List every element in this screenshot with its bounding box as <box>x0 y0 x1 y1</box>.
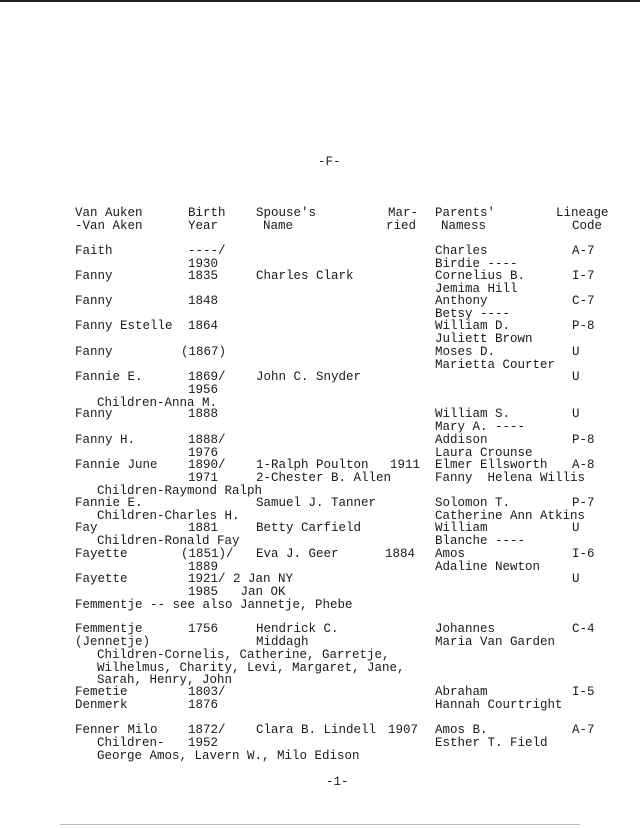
entry-children: Children-Charles H. <box>97 509 240 523</box>
entry-married: 1884 <box>385 547 416 561</box>
entry-parent-father: Solomon T. <box>435 496 511 510</box>
entry-spouse-second: 2-Chester B. Allen <box>256 471 392 485</box>
entry-name: Fanny Estelle <box>75 319 173 333</box>
entry-parent-father: Addison <box>435 433 488 447</box>
entry-spouse: Samuel J. Tanner <box>256 496 377 510</box>
entry-spouse-cont: Middagh <box>256 635 309 649</box>
col-birth-header: Birth <box>188 206 226 220</box>
col-name-header: Van Auken <box>75 206 143 220</box>
entry-children: Sarah, Henry, John <box>97 673 233 687</box>
entry-birth: 1835 <box>188 269 219 283</box>
page-number: -1- <box>326 775 349 789</box>
entry-birth: (1851)/ <box>181 547 234 561</box>
entry-spouse: Hendrick C. <box>256 622 339 636</box>
entry-name: Fayette <box>75 547 128 561</box>
entry-name-alt: (Jennetje) <box>75 635 151 649</box>
entry-parent-mother: Hannah Courtright <box>435 698 563 712</box>
entry-parent-mother: Marietta Courter <box>435 358 556 372</box>
col-lineage-header: Lineage <box>556 206 609 220</box>
entry-code: A-7 <box>572 723 595 737</box>
entry-children: Wilhelmus, Charity, Levi, Margaret, Jane, <box>97 661 405 675</box>
entry-birth: 1890/ <box>188 458 226 472</box>
entry-death: 1952 <box>188 736 219 750</box>
entry-parent-mother: Juliett Brown <box>435 332 533 346</box>
entry-death: 1976 <box>188 446 219 460</box>
entry-death: 1971 <box>188 471 219 485</box>
entry-parent-father: William S. <box>435 407 511 421</box>
entry-death: 1985 Jan OK <box>188 585 286 599</box>
entry-parent-father: William D. <box>435 319 511 333</box>
entry-spouse: Betty Carfield <box>256 521 362 535</box>
entry-married: 1911 <box>390 458 421 472</box>
entry-children: Children-Ronald Fay <box>97 534 240 548</box>
col-married-header: Mar- <box>388 206 419 220</box>
col-spouse-header: Spouse's <box>256 206 317 220</box>
col-parents-header-sub: Namess <box>441 219 487 233</box>
entry-birth: 1888 <box>188 407 219 421</box>
entry-name: Fanny <box>75 269 113 283</box>
entry-name: Femmentje <box>75 622 143 636</box>
entry-code: U <box>572 407 580 421</box>
entry-parent-mother: Esther T. Field <box>435 736 548 750</box>
entry-name: Faith <box>75 244 113 258</box>
entry-code: I-7 <box>572 269 595 283</box>
entry-name: Fannie June <box>75 458 158 472</box>
entry-name: Fanny H. <box>75 433 136 447</box>
col-parents-header: Parents' <box>435 206 496 220</box>
entry-spouse: Eva J. Geer <box>256 547 339 561</box>
col-birth-header-sub: Year <box>188 219 219 233</box>
entry-parent-mother: Laura Crounse <box>435 446 533 460</box>
entry-code: I-5 <box>572 685 595 699</box>
entry-parent-mother: Blanche ---- <box>435 534 526 548</box>
top-edge-rule <box>0 0 640 2</box>
entry-birth: 1848 <box>188 294 219 308</box>
entry-name: Fayette <box>75 572 128 586</box>
entry-birth: 1921/ 2 Jan NY <box>188 572 294 586</box>
entry-birth: 1881 <box>188 521 219 535</box>
entry-birth: (1867) <box>181 345 227 359</box>
entry-death: 1876 <box>188 698 219 712</box>
entry-birth: ----/ <box>188 244 226 258</box>
entry-code: P-7 <box>572 496 595 510</box>
entry-parent-father: Anthony <box>435 294 488 308</box>
entry-parent-father: Charles <box>435 244 488 258</box>
entry-code: U <box>572 521 580 535</box>
entry-parent-mother: Birdie ---- <box>435 257 518 271</box>
entry-parent-mother: Jemima Hill <box>435 282 518 296</box>
entry-name: Fanny <box>75 407 113 421</box>
entry-name-alt: Denmerk <box>75 698 128 712</box>
entry-parent-mother: Adaline Newton <box>435 560 541 574</box>
bottom-edge-rule <box>60 824 580 825</box>
entry-children-label: Children- <box>97 736 165 750</box>
entry-death: 1889 <box>188 560 219 574</box>
entry-name: Fanny <box>75 294 113 308</box>
entry-code: C-4 <box>572 622 595 636</box>
entry-name: Fenner Milo <box>75 723 158 737</box>
entry-birth: 1803/ <box>188 685 226 699</box>
entry-name: Fannie E. <box>75 370 143 384</box>
entry-children: Children-Cornelis, Catherine, Garretje, <box>97 648 390 662</box>
entry-name: Fay <box>75 521 98 535</box>
col-name-header-sub: -Van Aken <box>75 219 143 233</box>
entry-parent-mother: Betsy ---- <box>435 307 511 321</box>
entry-children: Children-Anna M. <box>97 396 218 410</box>
entry-parent-father: Elmer Ellsworth <box>435 458 548 472</box>
col-spouse-header-sub: Name <box>263 219 294 233</box>
entry-code: A-7 <box>572 244 595 258</box>
entry-parent-father: Amos <box>435 547 466 561</box>
entry-code: U <box>572 370 580 384</box>
col-lineage-header-sub: Code <box>572 219 603 233</box>
entry-name: Femetie <box>75 685 128 699</box>
entry-birth: 1888/ <box>188 433 226 447</box>
entry-parent-father: Cornelius B. <box>435 269 526 283</box>
entry-parent-mother: Maria Van Garden <box>435 635 556 649</box>
entry-children: George Amos, Lavern W., Milo Edison <box>97 749 360 763</box>
entry-parent-father: Johannes <box>435 622 496 636</box>
entry-death: 1956 <box>188 383 219 397</box>
entry-name: Fanny <box>75 345 113 359</box>
entry-spouse: 1-Ralph Poulton <box>256 458 369 472</box>
entry-name: Fannie E. <box>75 496 143 510</box>
entry-parent-father: Moses D. <box>435 345 496 359</box>
entry-parent-mother: Fanny Helena Willis <box>435 471 586 485</box>
entry-code: P-8 <box>572 319 595 333</box>
entry-parent-father: Amos B. <box>435 723 488 737</box>
entry-code: U <box>572 572 580 586</box>
entry-birth: 1869/ <box>188 370 226 384</box>
entry-code: C-7 <box>572 294 595 308</box>
entry-married: 1907 <box>388 723 419 737</box>
entry-spouse: Charles Clark <box>256 269 354 283</box>
section-letter: -F- <box>318 155 341 169</box>
entry-parent-father: Abraham <box>435 685 488 699</box>
entry-code: I-6 <box>572 547 595 561</box>
see-also-note: Femmentje -- see also Jannetje, Phebe <box>75 598 353 612</box>
entry-code: U <box>572 345 580 359</box>
entry-spouse: John C. Snyder <box>256 370 362 384</box>
entry-children: Children-Raymond Ralph <box>97 484 263 498</box>
entry-birth: 1756 <box>188 622 219 636</box>
entry-code: A-8 <box>572 458 595 472</box>
entry-parent-mother: Mary A. ---- <box>435 420 526 434</box>
entry-spouse: Clara B. Lindell <box>256 723 377 737</box>
entry-death: 1930 <box>188 257 219 271</box>
entry-parent-father: William <box>435 521 488 535</box>
entry-birth: 1872/ <box>188 723 226 737</box>
entry-code: P-8 <box>572 433 595 447</box>
entry-birth: 1864 <box>188 319 219 333</box>
entry-parent-mother: Catherine Ann Atkins <box>435 509 586 523</box>
col-married-header-sub: ried <box>386 219 417 233</box>
